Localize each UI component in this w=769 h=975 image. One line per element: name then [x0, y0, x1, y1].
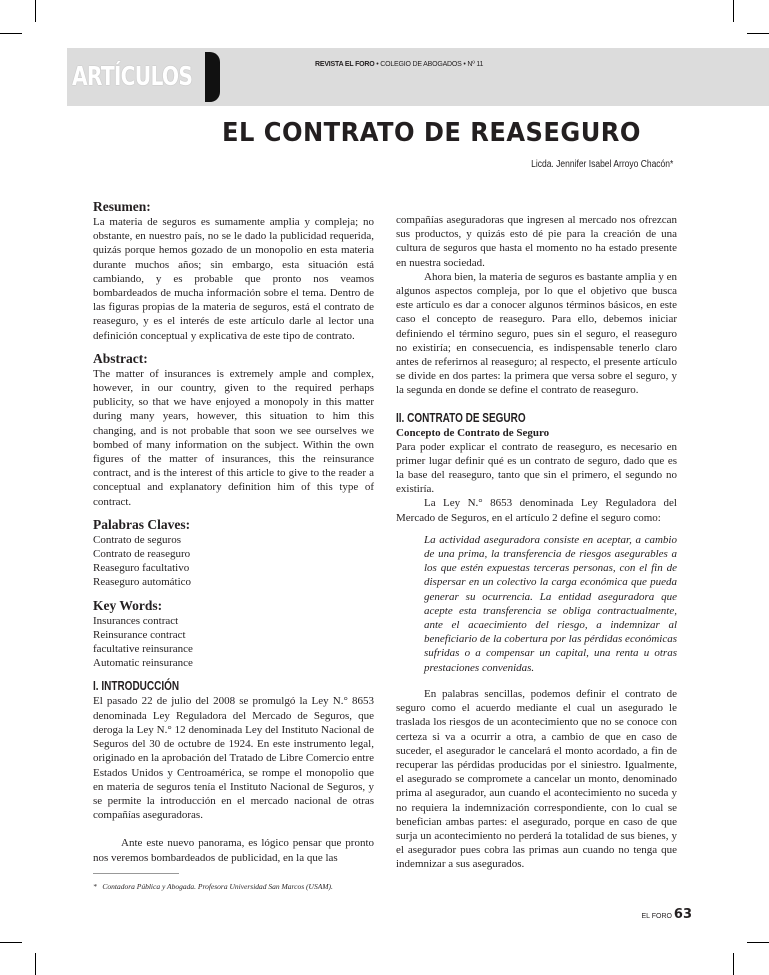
- list-item: facultative reinsurance: [93, 643, 193, 656]
- page-footer: [641, 907, 692, 922]
- list-item: Insurances contract: [93, 614, 179, 627]
- list-item: Reaseguro facultativo: [93, 562, 190, 575]
- section-heading: II. CONTRATO DE SEGURO: [396, 410, 526, 425]
- left-column: [93, 199, 374, 892]
- palabras-heading: Palabras Claves:: [93, 516, 191, 532]
- crop-mark: [35, 0, 36, 22]
- crop-mark: [0, 942, 22, 943]
- resumen-text: La materia de seguros es sumamente amplia y compleja; no obstante, en nuestro país, no se le dado la publicidad requerida, quizás porque hemos gozado de un monopolio en esta materia durante muchos años; sin embargo, esta situación está cambiando, y es probable que pronto nos veamos bombardeados de mucha información sobre el tema. Dentro de las figuras propias de la materia de seguros, está el contrato de reaseguro, y es el interés de este artículo darle al lector una definición conceptual y explicativa de este tipo de contrato.: [93, 216, 374, 342]
- intro-paragraph: El pasado 22 de julio del 2008 se promulgó la Ley N.° 8653 denominada Ley Reguladora del Mercado de Seguros, que deroga la Ley N.° 12 denominada Ley del Instituto Nacional de Seguros del 30 de octubre de 1924. En este instrumento legal, originado en la aprobación del Tratado de Libre Comercio entre Estados Unidos y Centroamérica, se rompe el monopolio que en materia de seguros tenía el Instituto Nacional de Seguros, y se permite la introducción en el mercado nacional de otras compañías aseguradoras.: [93, 695, 374, 822]
- palabras-list: [93, 533, 374, 590]
- running-header: [315, 61, 483, 68]
- banner-tab: [205, 52, 220, 102]
- subsection-heading: Concepto de Contrato de Seguro: [396, 426, 550, 439]
- body-paragraph: La Ley N.° 8653 denominada Ley Reguladora del Mercado de Seguros, en el artículo 2 define el seguro como:: [396, 497, 677, 524]
- list-item: Contrato de seguros: [93, 533, 181, 546]
- running-header-rest: • COLEGIO DE ABOGADOS • Nº 11: [374, 61, 484, 68]
- running-header-journal: REVISTA EL FORO: [315, 61, 375, 68]
- author: Licda. Jennifer Isabel Arroyo Chacón*: [530, 159, 673, 170]
- footer-journal: EL FORO: [641, 913, 672, 920]
- footnote: [93, 882, 374, 892]
- body-paragraph: Para poder explicar el contrato de reaseguro, es necesario en primer lugar definir qué es un contrato de seguro, dado que es la base del reaseguro, tanto que sin el primero, el segundo no existiría.: [396, 440, 677, 496]
- list-item: Automatic reinsurance: [93, 657, 193, 670]
- footnote-text: Contadora Pública y Abogada. Profesora Universidad San Marcos (USAM).: [102, 881, 333, 891]
- list-item: Reinsurance contract: [93, 628, 186, 641]
- section-label: ARTÍCULOS: [72, 62, 193, 92]
- keywords-heading: Key Words:: [93, 597, 163, 613]
- crop-mark: [35, 953, 36, 975]
- block-quote: La actividad aseguradora consiste en aceptar, a cambio de una prima, la transferencia de riesgos asegurables a los que estén expuestas terceras personas, con el fin de dispersar en un colectivo la carga económica que pueda generar su ocurrencia. La entidad aseguradora que acepte esta transferencia se obliga contractualmente, ante el acaecimiento del riesgo, a indemnizar al beneficiario de la cobertura por las pérdidas económicas sufridas o a compensar un capital, una renta u otras prestaciones convenidas.: [424, 533, 677, 674]
- crop-mark: [747, 942, 769, 943]
- list-item: Contrato de reaseguro: [93, 548, 191, 561]
- footnote-mark: *: [93, 881, 97, 891]
- crop-mark: [733, 0, 734, 22]
- list-item: Reaseguro automático: [93, 576, 192, 589]
- abstract-heading: Abstract:: [93, 350, 148, 366]
- page-number: 63: [673, 907, 692, 922]
- crop-mark: [0, 33, 22, 34]
- footnote-rule: [93, 873, 179, 874]
- abstract-text: The matter of insurances is extremely ample and complex, however, in our country, given to the required perhaps publicity, so that we have enjoyed a monopoly in this matter during many years, however, this situation to him this changing, and is not probable that soon we see ourselves we bombed of many information on the subject. Within the own figures of the matter of insurances, this the reinsurance contract, and is the interest of this article to give to the reader a conceptual and explanatory definition him of this type of contract.: [93, 367, 374, 508]
- intro-heading: I. INTRODUCCIÓN: [93, 679, 180, 694]
- body-paragraph: En palabras sencillas, podemos definir el contrato de seguro como el acuerdo mediante el cual un asegurado le traslada los riesgos de un acontecimiento que no se conoce con certeza si va a ocurrir a otra, a cambio de que en caso de suceder, el asegurador le cancelará el monto acordado, a fin de recuperar las pérdidas producidas por el siniestro. Igualmente, el asegurado se compromete a cancelar un monto, denominado prima al asegurador, aun cuando el acontecimiento no suceda y no requiera la indemnización correspondiente, con lo cual se benefician ambas partes: el asegurado, porque en caso de que surja un acontecimiento no perderá la totalidad de sus bienes, y el asegurador pues cobra las primas aun cuando no tenga que indemnizar a sus asegurados.: [396, 687, 677, 871]
- keywords-list: [93, 614, 374, 671]
- intro-paragraph: Ante este nuevo panorama, es lógico pensar que pronto nos veremos bombardeados de publicidad, en la que las: [93, 837, 374, 864]
- body-paragraph: Ahora bien, la materia de seguros es bastante amplia y en algunos aspectos compleja, por lo que el objetivo que busca este artículo es dar a conocer algunos términos básicos, en este caso el concepto de reaseguro. Para ello, debemos iniciar definiendo el término seguro, pues sin el seguro, el reaseguro no existiría; en consecuencia, es indispensable tenerlo claro antes de referirnos al reaseguro; al respecto, el presente artículo se divide en dos partes: la primera que versa sobre el seguro, y la segunda en donde se define el contrato de reaseguro.: [396, 270, 677, 397]
- resumen-heading: Resumen:: [93, 199, 151, 214]
- crop-mark: [747, 33, 769, 34]
- right-column: [396, 213, 677, 872]
- body-paragraph: compañías aseguradoras que ingresen al mercado nos ofrezcan sus productos, y quizás esto dé pie para la creación de una cultura de seguros que hasta el momento no ha estado presente en nuestra sociedad.: [396, 214, 677, 269]
- article-title: EL CONTRATO DE REASEGURO: [222, 118, 641, 148]
- crop-mark: [733, 953, 734, 975]
